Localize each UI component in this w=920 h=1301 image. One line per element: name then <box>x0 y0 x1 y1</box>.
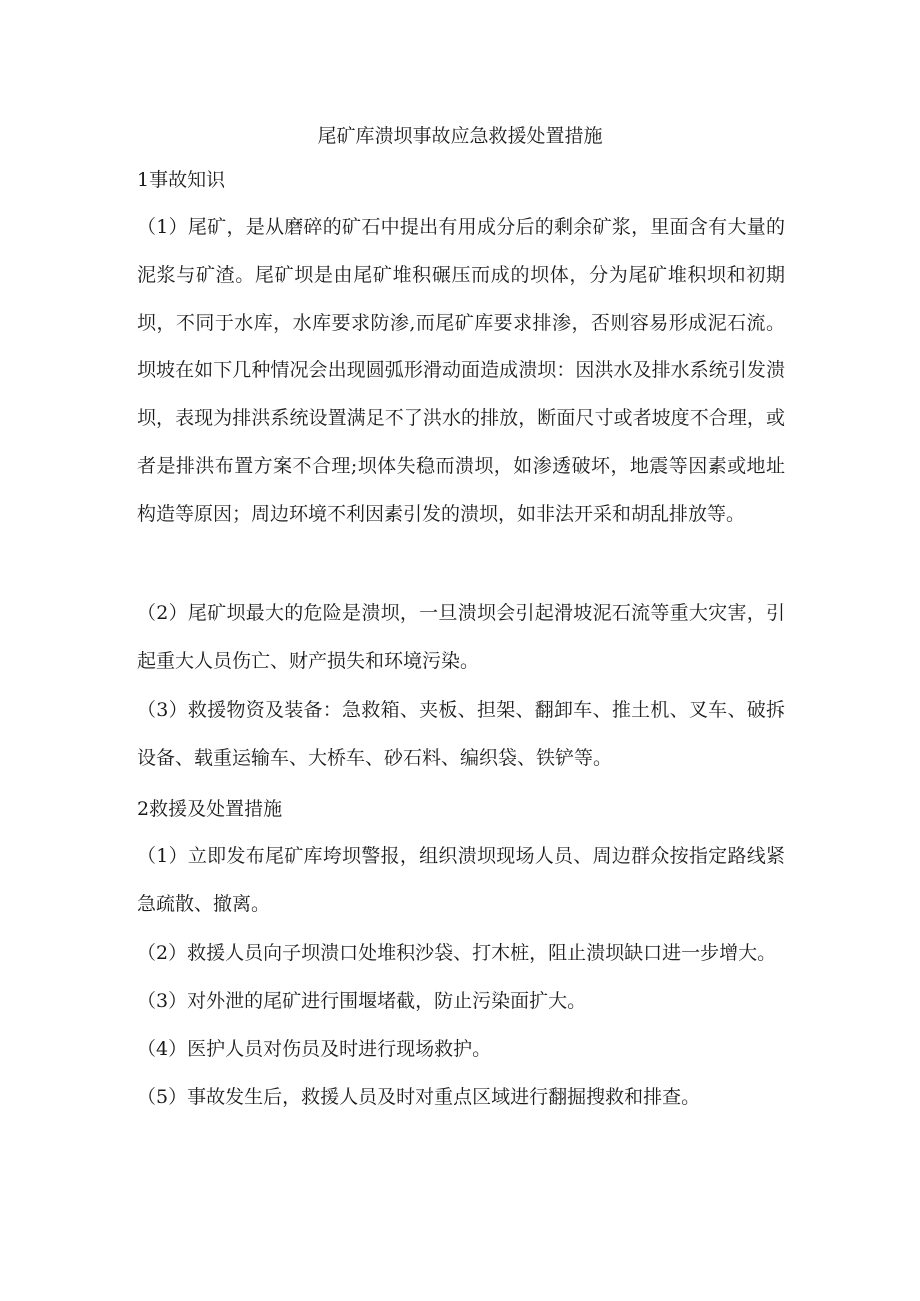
paragraph-measure-evacuation: （1）立即发布尾矿库垮坝警报，组织溃坝现场人员、周边群众按指定路线紧急疏散、撤离。 <box>137 845 785 915</box>
paragraph-tailings-definition: （1）尾矿，是从磨碎的矿石中提出有用成分后的剩余矿浆，里面含有大量的泥浆与矿渣。尾矿坝是由尾矿堆积碾压而成的坝体，分为尾矿堆积坝和初期坝，不同于水库，水库要求防渗,而尾矿库要求排渗，否则容易形成泥石流。坝坡在如下几种情况会出现圆弧形滑动面造成溃坝：因洪水及排水系统引发溃坝，表现为排洪系统设置满足不了洪水的排放，断面尺寸或者坡度不合理，或者是排洪布置方案不合理;坝体失稳而溃坝，如渗透破坏，地震等因素或地址构造等原因；周边环境不利因素引发的溃坝，如非法开采和胡乱排放等。 <box>137 216 785 525</box>
paragraph-measure-cofferdam: （3）对外泄的尾矿进行围堰堵截，防止污染面扩大。 <box>137 990 587 1012</box>
paragraph-measure-sandbags: （2）救援人员向子坝溃口处堆积沙袋、打木桩，阻止溃坝缺口进一步增大。 <box>137 942 777 964</box>
section-heading-accident-knowledge: 1事故知识 <box>137 169 226 191</box>
section-heading-rescue-measures: 2救援及处置措施 <box>137 798 283 820</box>
paragraph-rescue-equipment: （3）救援物资及装备：急救箱、夹板、担架、翻卸车、推土机、叉车、破拆设备、载重运输车、大桥车、砂石料、编织袋、铁铲等。 <box>137 699 785 769</box>
paragraph-measure-medical: （4）医护人员对伤员及时进行现场救护。 <box>137 1038 492 1060</box>
paragraph-measure-search: （5）事故发生后，救援人员及时对重点区域进行翻掘搜救和排查。 <box>137 1086 701 1108</box>
document-title: 尾矿库溃坝事故应急救援处置措施 <box>317 125 603 147</box>
paragraph-dam-danger: （2）尾矿坝最大的危险是溃坝，一旦溃坝会引起滑坡泥石流等重大灾害，引起重大人员伤亡、财产损失和环境污染。 <box>137 602 785 672</box>
